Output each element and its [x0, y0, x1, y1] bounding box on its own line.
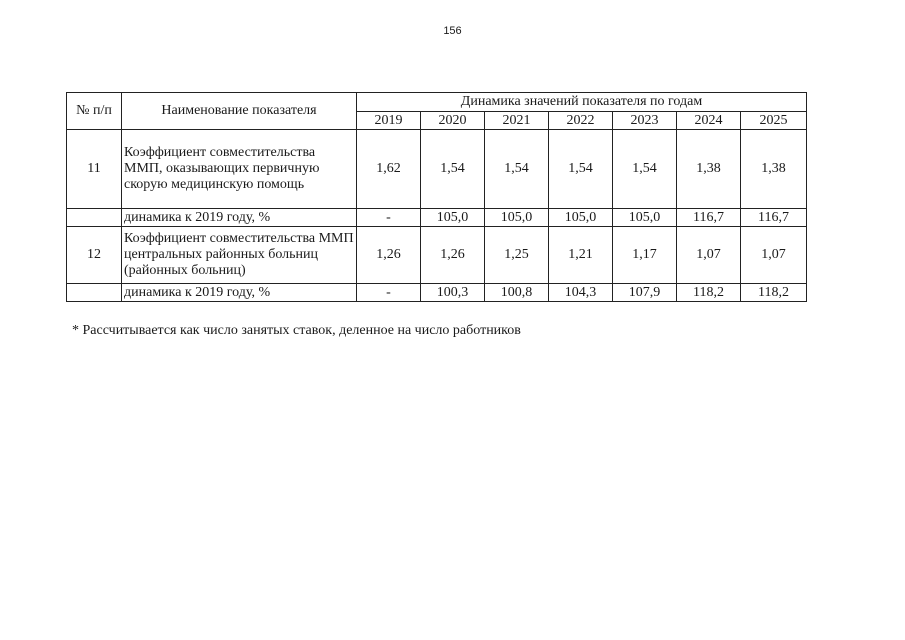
header-year: 2021	[485, 112, 549, 130]
value-cell: 1,26	[421, 227, 485, 284]
header-year: 2020	[421, 112, 485, 130]
value-cell: 1,54	[485, 130, 549, 209]
table-row	[67, 227, 807, 284]
header-col-num: № п/п	[67, 93, 122, 130]
dynamics-row	[67, 284, 807, 302]
footnote: * Рассчитывается как число занятых ставок, деленное на число работников	[72, 323, 521, 338]
dynamics-cell: 105,0	[485, 209, 549, 227]
dynamics-cell: 107,9	[613, 284, 677, 302]
dynamics-cell: -	[357, 284, 421, 302]
dynamics-cell: 100,8	[485, 284, 549, 302]
header-year: 2023	[613, 112, 677, 130]
dynamics-cell: 118,2	[677, 284, 741, 302]
value-cell: 1,07	[741, 227, 807, 284]
dynamics-cell: 105,0	[549, 209, 613, 227]
row-number: 12	[67, 227, 122, 284]
page-number: 156	[443, 25, 462, 37]
dynamics-cell: 118,2	[741, 284, 807, 302]
dynamics-cell: 116,7	[677, 209, 741, 227]
row-number-empty	[67, 284, 122, 302]
indicator-table	[66, 92, 807, 302]
value-cell: 1,38	[741, 130, 807, 209]
header-year: 2025	[741, 112, 807, 130]
row-number-empty	[67, 209, 122, 227]
dynamics-cell: -	[357, 209, 421, 227]
value-cell: 1,38	[677, 130, 741, 209]
header-col-name: Наименование показателя	[122, 93, 357, 130]
dynamics-cell: 100,3	[421, 284, 485, 302]
value-cell: 1,21	[549, 227, 613, 284]
value-cell: 1,07	[677, 227, 741, 284]
header-year: 2022	[549, 112, 613, 130]
dynamics-row	[67, 209, 807, 227]
header-year: 2019	[357, 112, 421, 130]
value-cell: 1,54	[613, 130, 677, 209]
value-cell: 1,17	[613, 227, 677, 284]
value-cell: 1,25	[485, 227, 549, 284]
indicator-name: Коэффициент совместительства ММП центральных районных больниц (районных больниц)	[122, 227, 357, 284]
value-cell: 1,54	[549, 130, 613, 209]
dynamics-cell: 105,0	[613, 209, 677, 227]
value-cell: 1,54	[421, 130, 485, 209]
dynamics-cell: 104,3	[549, 284, 613, 302]
value-cell: 1,26	[357, 227, 421, 284]
header-year: 2024	[677, 112, 741, 130]
value-cell: 1,62	[357, 130, 421, 209]
row-number: 11	[67, 130, 122, 209]
dynamics-label: динамика к 2019 году, %	[122, 209, 357, 227]
indicator-name: Коэффициент совместительства ММП, оказывающих первичную скорую медицинскую помощь	[122, 130, 357, 209]
dynamics-label: динамика к 2019 году, %	[122, 284, 357, 302]
dynamics-cell: 116,7	[741, 209, 807, 227]
dynamics-cell: 105,0	[421, 209, 485, 227]
header-row-top	[67, 93, 807, 112]
header-col-group: Динамика значений показателя по годам	[357, 93, 807, 112]
table-row	[67, 130, 807, 209]
